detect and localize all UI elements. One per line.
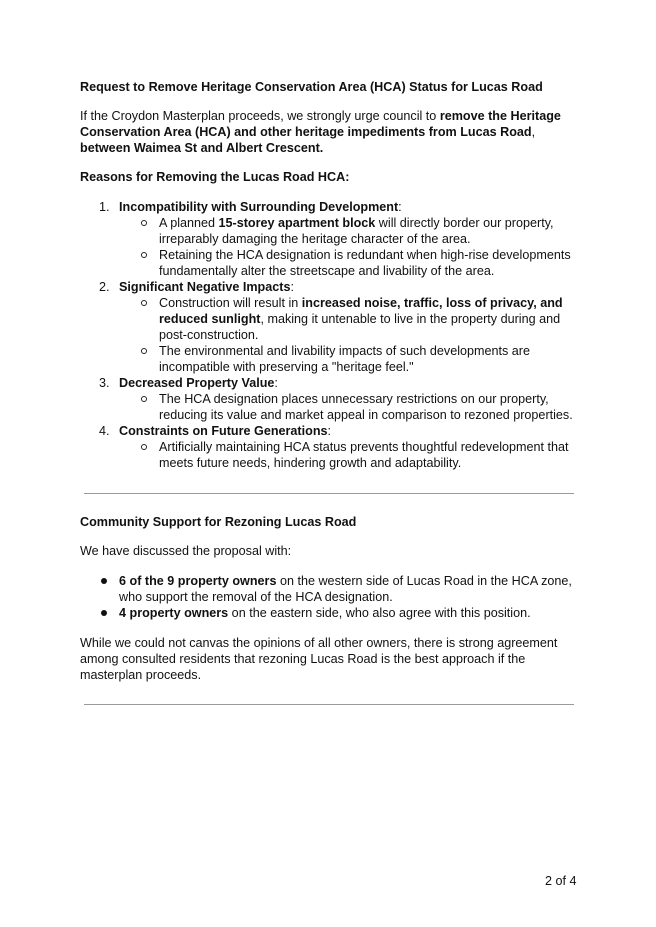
sub-point-text: , making it untenable to live in the property during and post-construction. <box>159 312 561 342</box>
sub-point-emphasis: 15-storey apartment block <box>218 216 376 230</box>
reason-number: 4. <box>99 424 110 438</box>
reason-colon: : <box>398 200 402 214</box>
sub-point-list <box>119 439 580 471</box>
bullet-emphasis: 6 of the 9 property owners <box>119 574 277 588</box>
community-intro: We have discussed the proposal with: <box>80 544 292 558</box>
bullet-emphasis: 4 property owners <box>119 606 229 620</box>
sub-point-text: A planned <box>159 216 219 230</box>
intro-emphasis: remove the Heritage Conservation Area (HCA) and other heritage impediments from Lucas Road <box>80 109 561 139</box>
sub-point-emphasis: increased noise, traffic, loss of privacy, and reduced sunlight <box>159 296 563 326</box>
sub-point <box>80 247 580 279</box>
reason-number: 2. <box>99 280 110 294</box>
intro-text: If the Croydon Masterplan proceeds, we strongly urge council to <box>80 109 440 123</box>
intro-text: , <box>531 125 536 139</box>
hollow-bullet-icon <box>141 396 147 402</box>
horizontal-divider <box>84 704 574 705</box>
reason-item <box>80 199 580 279</box>
filled-bullet-icon <box>101 610 107 616</box>
reason-item <box>80 423 580 471</box>
reason-colon: : <box>327 424 332 438</box>
reason-colon: : <box>274 376 278 390</box>
sub-point <box>80 439 580 471</box>
filled-bullet-icon <box>101 578 107 584</box>
hollow-bullet-icon <box>141 300 147 306</box>
hollow-bullet-icon <box>141 348 147 354</box>
sub-point-text: will directly border our property, irreparably damaging the heritage character of the area. <box>159 216 554 246</box>
document-title: Request to Remove Heritage Conservation Area (HCA) Status for Lucas Road <box>80 80 543 94</box>
sub-point-text: Retaining the HCA designation is redundant when high-rise developments fundamentally alter the streetscape and livability of the area. <box>159 248 571 278</box>
reason-heading: Significant Negative Impacts <box>119 280 291 294</box>
sub-point-text: The HCA designation places unnecessary restrictions on our property, reducing its value and market appeal in comparison to rezoned properties. <box>159 392 573 422</box>
sub-point-text: The environmental and livability impacts of such developments are incompatible with preserving a "heritage feel." <box>159 344 531 374</box>
sub-point <box>80 215 580 247</box>
community-bullet <box>80 573 580 605</box>
reasons-list <box>80 199 580 471</box>
bullet-text: on the western side of Lucas Road in the HCA zone, who support the removal of the HCA designation. <box>119 574 572 604</box>
sub-point-text: Artificially maintaining HCA status prevents thoughtful redevelopment that meets future needs, hindering growth and adaptability. <box>159 440 569 470</box>
community-bullet <box>80 605 580 621</box>
reason-heading: Decreased Property Value <box>119 376 275 390</box>
reason-item <box>80 279 580 375</box>
hollow-bullet-icon <box>141 220 147 226</box>
sub-point-text: Construction will result in <box>159 296 302 310</box>
page-number: 2 of 4 <box>545 874 577 888</box>
reason-colon: : <box>290 280 294 294</box>
reason-heading: Constraints on Future Generations <box>119 424 328 438</box>
hollow-bullet-icon <box>141 444 147 450</box>
intro-paragraph <box>80 108 580 156</box>
main-section <box>80 79 580 471</box>
sub-point-list <box>119 215 580 279</box>
sub-point <box>80 391 580 423</box>
reason-heading: Incompatibility with Surrounding Development <box>119 200 399 214</box>
sub-point <box>80 343 580 375</box>
community-title: Community Support for Rezoning Lucas Road <box>80 515 357 529</box>
community-section <box>80 514 580 683</box>
sub-point-list <box>119 295 580 375</box>
reason-number: 1. <box>99 200 110 214</box>
community-closing: While we could not canvas the opinions of all other owners, there is strong agreement among consulted residents that rezoning Lucas Road is the best approach if the masterplan proceeds. <box>80 636 558 682</box>
horizontal-divider <box>84 493 574 494</box>
sub-point-list <box>119 391 580 423</box>
reason-item <box>80 375 580 423</box>
reason-number: 3. <box>99 376 110 390</box>
bullet-text: on the eastern side, who also agree with this position. <box>228 606 531 620</box>
sub-point <box>80 295 580 343</box>
reasons-heading: Reasons for Removing the Lucas Road HCA: <box>80 170 350 184</box>
community-bullet-list <box>80 573 580 621</box>
intro-emphasis: between Waimea St and Albert Crescent. <box>80 141 324 155</box>
hollow-bullet-icon <box>141 252 147 258</box>
